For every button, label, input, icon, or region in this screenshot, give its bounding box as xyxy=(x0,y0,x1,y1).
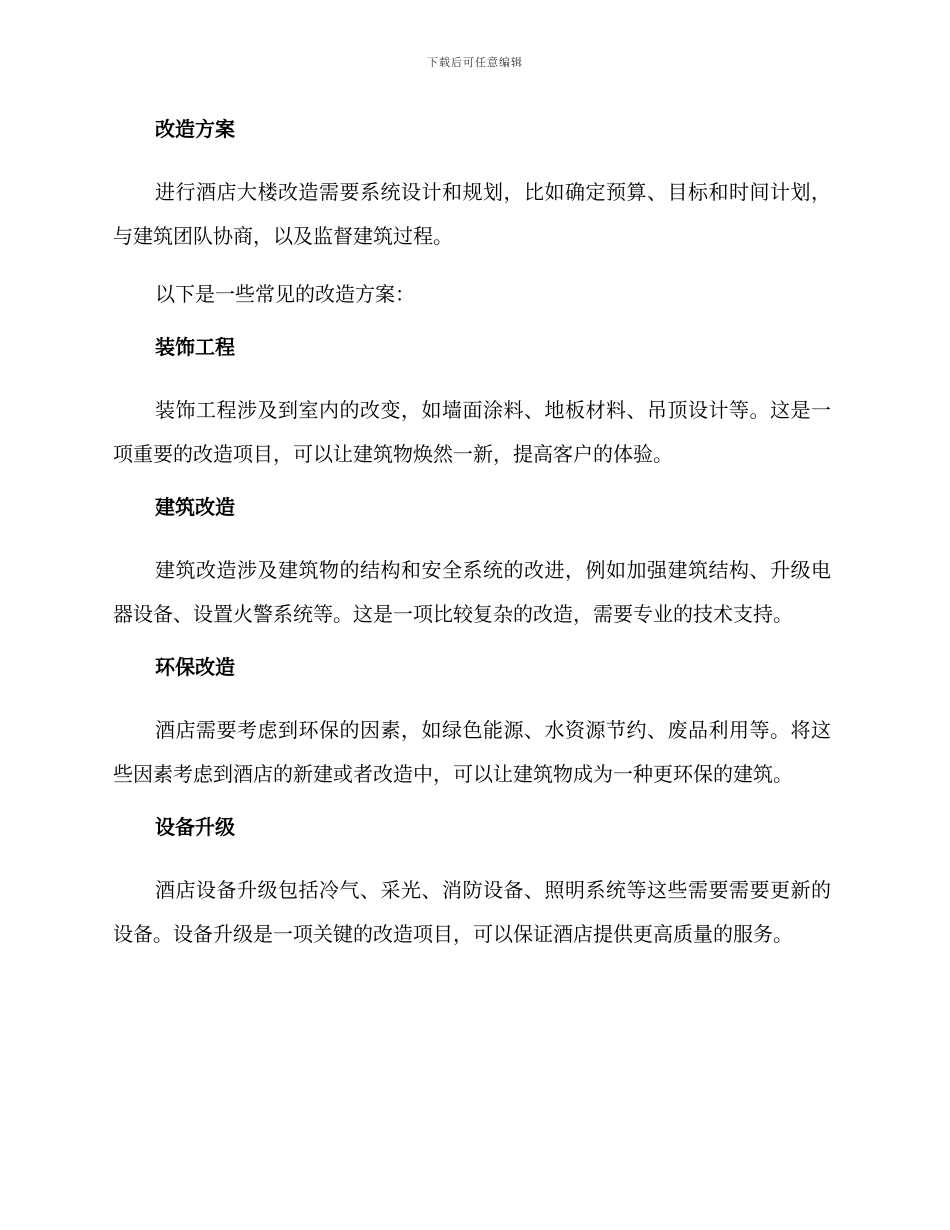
section-heading-decoration: 装饰工程 xyxy=(155,335,235,359)
page-header: 下载后可任意编辑 xyxy=(427,56,523,69)
paragraph-common-plans: 以下是一些常见的改造方案： xyxy=(155,282,415,306)
document-body xyxy=(113,112,831,970)
section-heading-environmental: 环保改造 xyxy=(155,655,235,679)
section-heading-equipment: 设备升级 xyxy=(155,815,235,839)
paragraph-equipment: 酒店设备升级包括冷气、采光、消防设备、照明系统等这些需要需要更新的设备。设备升级是一项关键的改造项目，可以保证酒店提供更高质量的服务。 xyxy=(113,878,831,946)
section-heading-renovation-plan: 改造方案 xyxy=(155,117,235,141)
paragraph-environmental: 酒店需要考虑到环保的因素，如绿色能源、水资源节约、废品利用等。将这些因素考虑到酒店的新建或者改造中，可以让建筑物成为一种更环保的建筑。 xyxy=(113,718,831,786)
paragraph-renovation-intro: 进行酒店大楼改造需要系统设计和规划，比如确定预算、目标和时间计划，与建筑团队协商，以及监督建筑过程。 xyxy=(113,180,831,248)
section-heading-building: 建筑改造 xyxy=(155,495,235,519)
paragraph-building: 建筑改造涉及建筑物的结构和安全系统的改进，例如加强建筑结构、升级电器设备、设置火警系统等。这是一项比较复杂的改造，需要专业的技术支持。 xyxy=(113,558,831,626)
paragraph-decoration: 装饰工程涉及到室内的改变，如墙面涂料、地板材料、吊顶设计等。这是一项重要的改造项目，可以让建筑物焕然一新，提高客户的体验。 xyxy=(113,398,831,466)
